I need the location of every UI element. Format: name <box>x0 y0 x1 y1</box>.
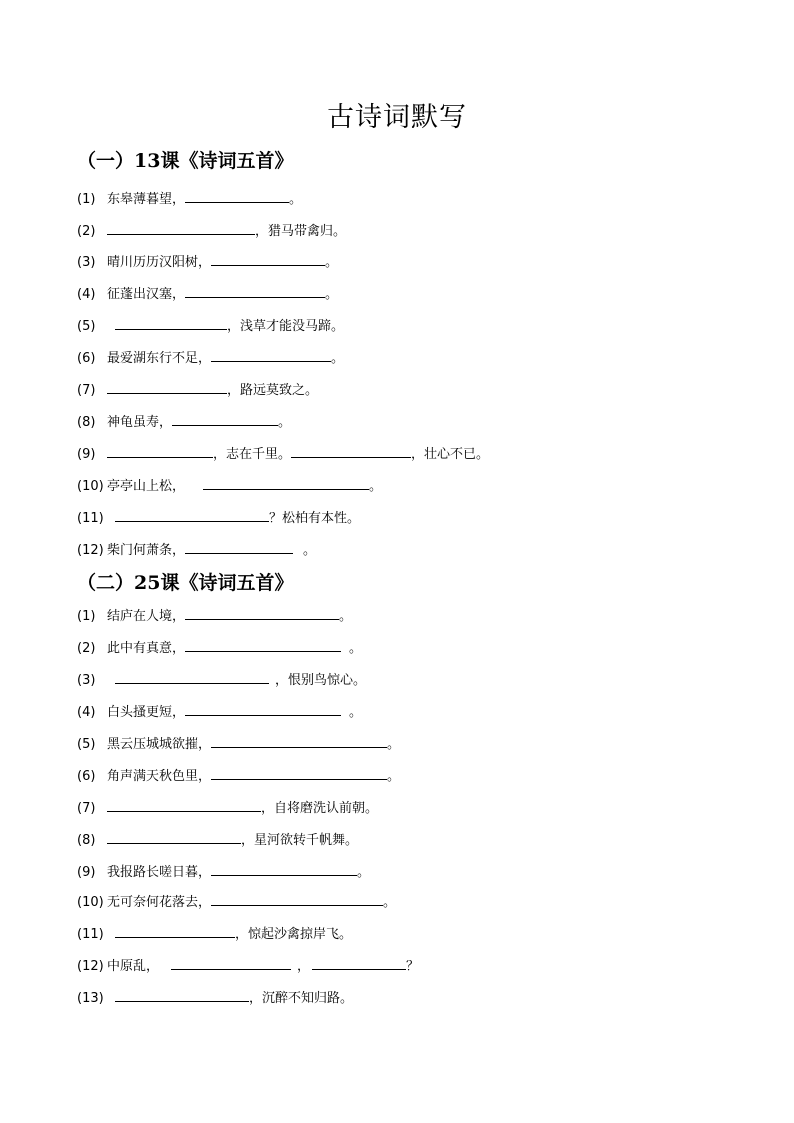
question-line: (11) ，惊起沙禽掠岸飞。 <box>77 924 352 944</box>
answer-blank[interactable] <box>211 766 387 780</box>
answer-blank[interactable] <box>115 508 269 522</box>
question-line: (11) ？松柏有本性。 <box>77 508 360 528</box>
question-line: (7) ，自将磨洗认前朝。 <box>77 798 378 818</box>
question-line: (9) 我报路长嗟日暮， 。 <box>77 862 370 882</box>
question-line: (12) 中原乱， ， ？ <box>77 956 419 976</box>
answer-blank[interactable] <box>107 221 255 235</box>
answer-blank[interactable] <box>291 444 411 458</box>
answer-blank[interactable] <box>185 638 341 652</box>
answer-blank[interactable] <box>185 606 339 620</box>
question-line: (2) ，猎马带禽归。 <box>77 221 346 241</box>
question-line: (6) 角声满天秋色里， 。 <box>77 766 400 786</box>
question-line: (1) 结庐在人境， 。 <box>77 606 352 626</box>
answer-blank[interactable] <box>211 892 383 906</box>
question-line: (8) 神龟虽寿， 。 <box>77 412 291 432</box>
answer-blank[interactable] <box>107 380 227 394</box>
question-line: (6) 最爱湖东行不足， 。 <box>77 348 344 368</box>
answer-blank[interactable] <box>185 284 325 298</box>
answer-blank[interactable] <box>107 444 213 458</box>
question-line: (10) 无可奈何花落去， 。 <box>77 892 396 912</box>
answer-blank[interactable] <box>115 988 249 1002</box>
answer-blank[interactable] <box>115 924 235 938</box>
answer-blank[interactable] <box>115 316 227 330</box>
question-line: (12) 柴门何萧条， 。 <box>77 540 316 560</box>
answer-blank[interactable] <box>171 956 291 970</box>
answer-blank[interactable] <box>211 862 357 876</box>
answer-blank[interactable] <box>211 348 331 362</box>
question-line: (9) ，志在千里。 ，壮心不已。 <box>77 444 489 464</box>
answer-blank[interactable] <box>185 189 289 203</box>
answer-blank[interactable] <box>172 412 278 426</box>
question-line: (7) ，路远莫致之。 <box>77 380 318 400</box>
question-line: (4) 征蓬出汉塞， 。 <box>77 284 338 304</box>
question-line: (10) 亭亭山上松， 。 <box>77 476 382 496</box>
section-heading-1: （一）13课《诗词五首》 <box>77 150 294 172</box>
answer-blank[interactable] <box>211 734 387 748</box>
question-line: (4) 白头搔更短， 。 <box>77 702 362 722</box>
answer-blank[interactable] <box>211 252 325 266</box>
answer-blank[interactable] <box>185 540 293 554</box>
question-line: (3) 晴川历历汉阳树， 。 <box>77 252 338 272</box>
question-line: (8) ，星河欲转千帆舞。 <box>77 830 358 850</box>
question-line: (13) ，沉醉不知归路。 <box>77 988 353 1008</box>
answer-blank[interactable] <box>185 702 341 716</box>
question-line: (5) 黑云压城城欲摧， 。 <box>77 734 400 754</box>
question-line: (2) 此中有真意， 。 <box>77 638 362 658</box>
question-line: (3) ，恨别鸟惊心。 <box>77 670 366 690</box>
answer-blank[interactable] <box>107 798 261 812</box>
question-line: (5) ，浅草才能没马蹄。 <box>77 316 344 336</box>
page-title: 古诗词默写 <box>327 102 467 133</box>
section-heading-2: （二）25课《诗词五首》 <box>77 572 294 594</box>
answer-blank[interactable] <box>115 670 269 684</box>
answer-blank[interactable] <box>312 956 406 970</box>
answer-blank[interactable] <box>203 476 369 490</box>
answer-blank[interactable] <box>107 830 241 844</box>
question-line: (1) 东皋薄暮望， 。 <box>77 189 302 209</box>
